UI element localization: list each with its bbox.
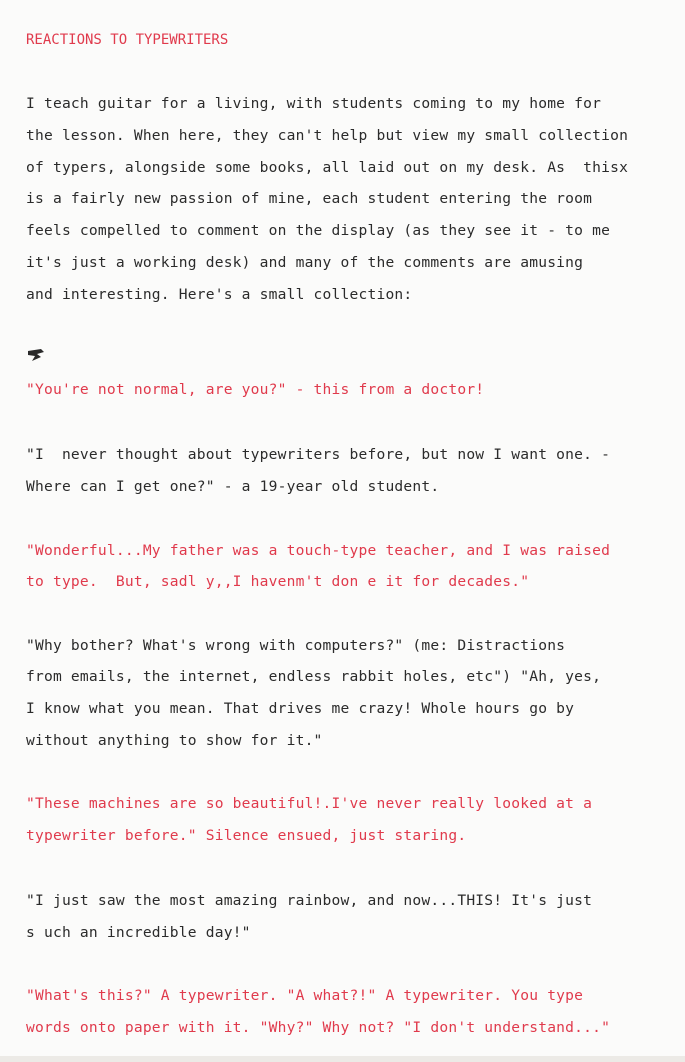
quote-line: "I never thought about typewriters before, but now I want one. - — [26, 446, 611, 463]
paper-bottom-edge — [0, 1056, 685, 1062]
intro-line: feels compelled to comment on the display (as they see it - to me — [26, 222, 611, 239]
quote-line: "I just saw the most amazing rainbow, and now...THIS! It's just — [26, 892, 593, 909]
quote-line: words onto paper with it. "Why?" Why not? "I don't understand..." — [26, 1019, 611, 1036]
quote-line: without anything to show for it." — [26, 732, 323, 749]
quote-line: from emails, the internet, endless rabbit holes, etc") "Ah, yes, — [26, 668, 602, 685]
quote-line: typewriter before." Silence ensued, just staring. — [26, 827, 467, 844]
quote-line: "You're not normal, are you?" - this from a doctor! — [26, 381, 485, 398]
intro-line: the lesson. When here, they can't help but view my small collection — [26, 127, 629, 144]
quote-line: s uch an incredible day!" — [26, 924, 251, 941]
quote-line: "What's this?" A typewriter. "A what?!" A typewriter. You type — [26, 987, 584, 1004]
quote-line: "These machines are so beautiful!.I've never really looked at a — [26, 795, 593, 812]
quote-line: "Wonderful...My father was a touch-type teacher, and I was raised — [26, 542, 611, 559]
intro-line: and interesting. Here's a small collection: — [26, 286, 413, 303]
quote-line: to type. But, sadl y,,I havenm't don e it for decades." — [26, 573, 530, 590]
quote-line: I know what you mean. That drives me crazy! Whole hours go by — [26, 700, 575, 717]
intro-line: I teach guitar for a living, with students coming to my home for — [26, 95, 602, 112]
intro-line: it's just a working desk) and many of the comments are amusing — [26, 254, 584, 271]
ink-blot-mark — [27, 348, 45, 362]
intro-line: of typers, alongside some books, all laid out on my desk. As thisx — [26, 159, 629, 176]
quote-line: Where can I get one?" - a 19-year old student. — [26, 478, 440, 495]
page-title: REACTIONS TO TYPEWRITERS — [26, 32, 229, 48]
intro-line: is a fairly new passion of mine, each student entering the room — [26, 190, 593, 207]
quote-line: "Why bother? What's wrong with computers?" (me: Distractions — [26, 637, 566, 654]
